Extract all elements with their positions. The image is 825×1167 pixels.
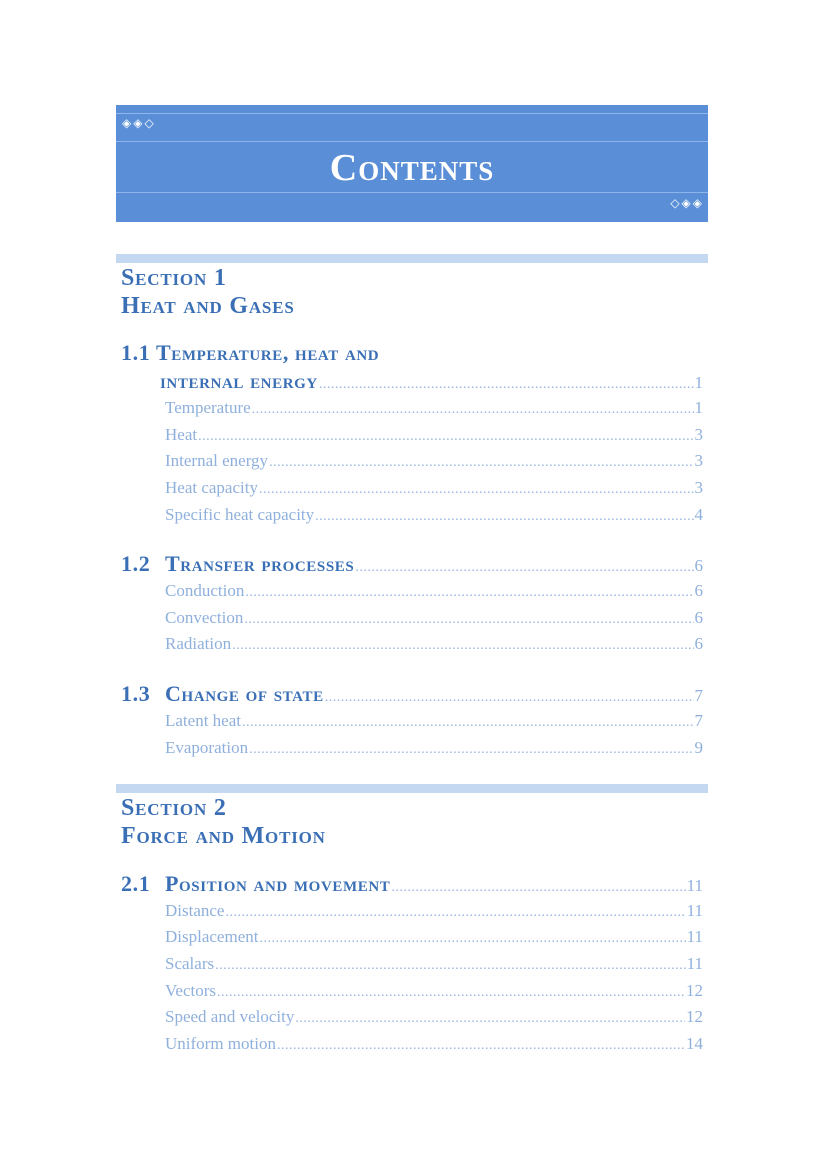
- chapter-number: 1.2: [121, 551, 151, 576]
- chapter-title-continued: internal energy: [160, 368, 318, 393]
- page-number: 3: [694, 451, 703, 470]
- dot-leader: [319, 372, 694, 398]
- toc-entry[interactable]: [165, 477, 703, 501]
- contents-banner: [116, 105, 708, 222]
- toc-entry-label: Speed and velocity: [165, 1007, 295, 1026]
- toc-entry[interactable]: [165, 607, 703, 631]
- chapter-number: 1.3: [121, 681, 151, 706]
- toc-entry[interactable]: [165, 633, 703, 657]
- page-number: 6: [694, 556, 703, 575]
- dot-leader: [245, 582, 693, 604]
- page-number: 4: [694, 505, 703, 524]
- toc-entry[interactable]: [165, 737, 703, 761]
- section-heading: Section 1: [121, 265, 227, 291]
- toc-entry-label: Vectors: [165, 981, 216, 1000]
- toc-entry-label: Displacement: [165, 927, 259, 946]
- chapter-number: 1.1: [121, 340, 151, 365]
- page-number: 11: [686, 901, 703, 920]
- diamond-ornament-left-icon: ◈◈◇: [122, 116, 156, 130]
- page-number: 7: [694, 686, 703, 705]
- page-number: 9: [694, 738, 703, 757]
- page-number: 11: [686, 927, 703, 946]
- dot-leader: [391, 875, 685, 901]
- banner-rule-lower: [116, 192, 708, 193]
- chapter-heading[interactable]: [121, 681, 703, 711]
- chapter-heading[interactable]: [121, 551, 703, 581]
- toc-entry-label: Internal energy: [165, 451, 269, 470]
- page-number: 1: [694, 398, 703, 417]
- section-divider-bar: [116, 784, 708, 793]
- page-number: 6: [694, 581, 703, 600]
- dot-leader: [295, 1008, 685, 1030]
- section-heading: Section 2: [121, 795, 227, 821]
- toc-entry[interactable]: [165, 580, 703, 604]
- dot-leader: [355, 555, 693, 581]
- toc-entry[interactable]: [165, 424, 703, 448]
- toc-entry-label: Uniform motion: [165, 1034, 276, 1053]
- page-number: 14: [686, 1034, 703, 1053]
- toc-entry-label: Heat: [165, 425, 198, 444]
- page-number: 3: [694, 425, 703, 444]
- diamond-ornament-right-icon: ◇◈◈: [670, 196, 704, 210]
- dot-leader: [217, 982, 685, 1004]
- toc-entry[interactable]: [165, 900, 703, 924]
- chapter-title: Change of state: [165, 681, 324, 706]
- toc-entry-label: Temperature: [165, 398, 251, 417]
- toc-entry-label: Heat capacity: [165, 478, 258, 497]
- section-subheading: Force and Motion: [121, 823, 326, 849]
- page-number: 12: [686, 981, 703, 1000]
- dot-leader: [325, 685, 694, 711]
- toc-entry[interactable]: [165, 1006, 703, 1030]
- toc-entry-label: Specific heat capacity: [165, 505, 315, 524]
- toc-entry[interactable]: [165, 953, 703, 977]
- dot-leader: [232, 635, 693, 657]
- page-number: 6: [694, 608, 703, 627]
- chapter-number: 2.1: [121, 871, 151, 896]
- chapter-title: Transfer processes: [165, 551, 355, 576]
- dot-leader: [198, 426, 693, 448]
- page-number: 11: [686, 876, 703, 895]
- toc-entry[interactable]: [165, 504, 703, 528]
- banner-rule-top: [116, 113, 708, 114]
- page-number: 6: [694, 634, 703, 653]
- page-number: 12: [686, 1007, 703, 1026]
- toc-entry[interactable]: [165, 710, 703, 734]
- toc-entry-label: Conduction: [165, 581, 245, 600]
- toc-entry-label: Convection: [165, 608, 244, 627]
- page-number: 3: [694, 478, 703, 497]
- dot-leader: [259, 479, 694, 501]
- banner-rule-upper: [116, 141, 708, 142]
- toc-entry-label: Scalars: [165, 954, 215, 973]
- toc-entry[interactable]: [165, 397, 703, 421]
- toc-entry-label: Latent heat: [165, 711, 241, 730]
- section-subheading: Heat and Gases: [121, 293, 295, 319]
- toc-entry[interactable]: [165, 980, 703, 1004]
- dot-leader: [252, 399, 694, 421]
- dot-leader: [242, 712, 694, 734]
- dot-leader: [259, 928, 685, 950]
- toc-entry-label: Radiation: [165, 634, 232, 653]
- page-number: 11: [686, 954, 703, 973]
- toc-entry[interactable]: [165, 926, 703, 950]
- page-number: 7: [694, 711, 703, 730]
- toc-entry[interactable]: [165, 450, 703, 474]
- chapter-heading[interactable]: [121, 340, 379, 366]
- dot-leader: [225, 902, 685, 924]
- chapter-heading-continued[interactable]: [160, 368, 703, 398]
- toc-entry-label: Evaporation: [165, 738, 249, 757]
- dot-leader: [215, 955, 686, 977]
- dot-leader: [269, 452, 693, 474]
- section-divider-bar: [116, 254, 708, 263]
- dot-leader: [277, 1035, 685, 1057]
- page-number: 1: [694, 373, 703, 392]
- dot-leader: [315, 506, 693, 528]
- toc-entry-label: Distance: [165, 901, 225, 920]
- toc-entry[interactable]: [165, 1033, 703, 1057]
- dot-leader: [249, 739, 693, 761]
- page-title: Contents: [329, 147, 495, 189]
- chapter-title: Position and movement: [165, 871, 391, 896]
- chapter-heading[interactable]: [121, 871, 703, 901]
- dot-leader: [244, 609, 693, 631]
- chapter-title: Temperature, heat and: [156, 340, 380, 365]
